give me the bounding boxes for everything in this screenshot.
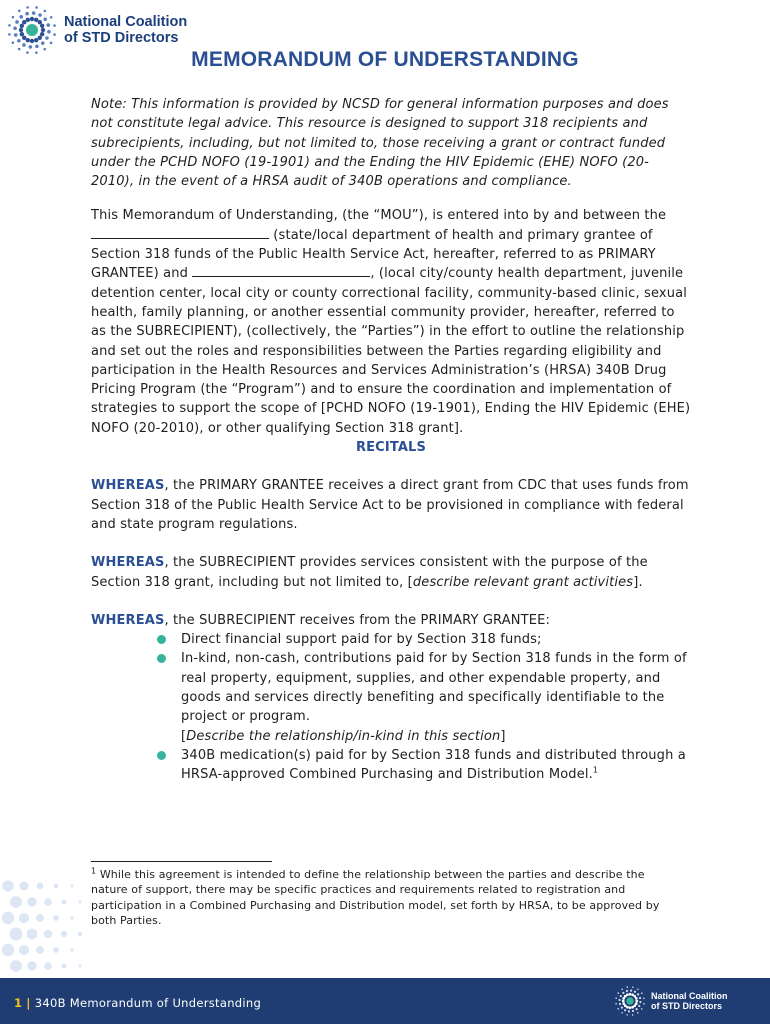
footnote-text: While this agreement is intended to define the relationship between the parties and describe the nature of support, there may be specific practices and requirements related to registration and participation in a Combined Purchasing and Distribution model, set forth by HRSA, to be approved by both Parties. [91, 868, 660, 927]
logo-dot [630, 989, 632, 991]
logo-dot [626, 986, 628, 988]
logo-dot [43, 17, 47, 21]
logo-dot [619, 1003, 621, 1005]
logo-dot [626, 993, 629, 996]
bullet-2-close: ] [500, 728, 506, 744]
logo-dot [20, 32, 24, 36]
logo-dot [629, 993, 632, 996]
bullet-3-text: 340B medication(s) paid for by Section 318 funds and distributed through a HRSA-approved Combined Purchasing and Distribution Model. [181, 747, 686, 783]
decor-dot [36, 946, 44, 954]
logo-dot [628, 1010, 630, 1012]
logo-line-2: of STD Directors [64, 30, 179, 46]
logo-dot [12, 41, 15, 44]
logo-dot [631, 1006, 634, 1009]
whereas-label: WHEREAS [91, 555, 165, 571]
list-item [157, 630, 691, 649]
logo-dot [38, 13, 42, 17]
decor-dot [78, 932, 82, 936]
logo-dot [12, 16, 15, 19]
logo-dot [632, 986, 634, 988]
decor-dot [71, 885, 74, 888]
footer-logo-mark-icon [614, 985, 646, 1017]
whereas-2-text: , the SUBRECIPIENT provides services consistent with the purpose of the Section 318 grant, including but not limited to, [ [91, 555, 648, 590]
whereas-3 [91, 611, 691, 630]
primary-grantee-blank[interactable] [91, 226, 269, 239]
logo-dot [624, 1009, 626, 1011]
logo-dot [18, 10, 21, 13]
whereas-2 [91, 553, 691, 592]
decor-dot [2, 912, 14, 924]
intro-paragraph [91, 206, 691, 438]
decor-dot [19, 913, 29, 923]
decor-dot [44, 898, 51, 905]
decor-dot [54, 884, 59, 889]
logo-dot [618, 999, 620, 1001]
logo-text [64, 14, 187, 46]
bullet-2-open: [ [181, 728, 187, 744]
logo-dot [46, 23, 50, 27]
decorative-dots [0, 878, 90, 978]
logo-dot [615, 997, 617, 999]
decor-dot [10, 960, 22, 972]
footnote-number: 1 [91, 866, 97, 876]
logo-dot [635, 997, 638, 1000]
decor-dot [20, 882, 29, 891]
logo-line-1: National Coalition [64, 14, 188, 30]
footer-separator: | [26, 996, 31, 1010]
logo-dot [615, 1003, 617, 1005]
logo-dot [634, 991, 636, 993]
whereas-3-list [157, 630, 691, 784]
logo-dot [50, 42, 53, 45]
decor-dot [70, 948, 74, 952]
logo-dot [626, 1014, 628, 1016]
logo-dot [15, 20, 19, 24]
page-number: 1 [14, 996, 23, 1010]
list-item [157, 649, 691, 745]
whereas-label: WHEREAS [91, 612, 165, 628]
logo-dot [637, 1012, 639, 1014]
logo-dot [643, 1003, 645, 1005]
intro-part-2: (state/local department of health and primary grantee of Section 318 funds of the Public Health Service Act, hereafter, referred to as PRIMARY GRANTEE) and [91, 227, 656, 282]
decor-dot [19, 945, 29, 955]
decor-dot [2, 880, 13, 891]
logo-dot [621, 1007, 623, 1009]
intro-part-1: This Memorandum of Understanding, (the “MOU”), is entered into by and between the [91, 208, 667, 224]
logo-dot [19, 28, 23, 32]
decor-dot [27, 961, 37, 971]
logo-dot [622, 1002, 625, 1005]
decor-dot [10, 928, 23, 941]
logo-dot [14, 33, 18, 37]
logo-dot [25, 12, 29, 16]
logo-dot [17, 39, 21, 43]
logo-dot [632, 1010, 634, 1012]
intro-part-3: , (local city/county health department, juvenile detention center, local city or county correctional facility, community-based clinic, sexual health, family planning, or another essential community provider, hereafter, referred to as the SUBRECIPIENT), (collectively, the “Parties”) in the effort to outline the relationship and set out the roles and responsibilities between the Parties regarding eligibility and participation in the Health Resources and Services Administration’s (HRSA) 340B Drug Pricing Program (the “Program”) and to ensure the coordination and implementation of strategies to support the scope of [PCHD NOFO (19-1901), Ending the HIV Epidemic (EHE) NOFO (20-2010), or other qualifying Section 318 grant]. [91, 266, 691, 436]
decor-dot [79, 901, 82, 904]
decor-dot [44, 930, 53, 939]
logo-dot [639, 1001, 641, 1003]
logo-dot [50, 16, 53, 19]
logo-center-dot [26, 24, 38, 36]
whereas-3-text: , the SUBRECIPIENT receives from the PRIMARY GRANTEE: [164, 612, 550, 628]
logo-dot [30, 39, 34, 43]
decor-dot [44, 962, 51, 969]
whereas-1 [91, 476, 691, 534]
whereas-label: WHEREAS [91, 478, 165, 494]
logo-dot [44, 10, 47, 13]
logo-dot [45, 36, 49, 40]
whereas-2-end: ]. [633, 574, 643, 590]
decor-dot [61, 931, 67, 937]
footer-logo-line-1: National Coalition [651, 991, 728, 1001]
recitals-heading: RECITALS [355, 440, 427, 456]
logo-dot [621, 988, 623, 990]
logo-dot [19, 15, 23, 19]
logo-dot [638, 1005, 640, 1007]
logo-dot [635, 1000, 638, 1003]
logo-dot [26, 6, 29, 9]
bullet-dot-icon [157, 751, 166, 760]
logo-dot [636, 1008, 638, 1010]
logo-dot [641, 992, 643, 994]
bullet-dot-icon [157, 635, 166, 644]
logo-dot [617, 1008, 619, 1010]
footnote [91, 867, 681, 928]
decor-dot [27, 897, 37, 907]
logo-dot [629, 1006, 632, 1009]
footer-page-label [14, 996, 261, 1010]
bullet-2-text: In-kind, non-cash, contributions paid for by Section 318 funds in the form of real property, equipment, supplies, and other expendable property, and goods and services directly benefiting and specifically identifiable to the project or program. [181, 651, 687, 725]
decor-dot [37, 883, 44, 890]
logo-dot [637, 993, 639, 995]
document-body [91, 95, 691, 785]
footnote-ref[interactable]: 1 [592, 765, 599, 775]
footer-logo-line-2: of STD Directors [651, 1001, 723, 1011]
logo-dot [53, 24, 56, 27]
logo-dot [13, 27, 17, 31]
bullet-dot-icon [157, 654, 166, 663]
logo-dot [8, 24, 11, 27]
list-item [157, 746, 691, 785]
logo-dot [637, 988, 639, 990]
decor-dot [27, 929, 38, 940]
logo-dot [626, 990, 628, 992]
logo-dot [41, 28, 45, 32]
bullet-1-text: Direct financial support paid for by Section 318 funds; [181, 632, 542, 648]
footer-doc-title: 340B Memorandum of Understanding [34, 996, 262, 1010]
logo-dot [641, 1008, 643, 1010]
decor-dot [70, 916, 74, 920]
logo-dot [621, 1012, 623, 1014]
footnote-divider [91, 861, 272, 862]
decor-dot [79, 965, 82, 968]
logo-dot [617, 992, 619, 994]
subrecipient-blank[interactable] [192, 264, 370, 277]
logo-dot [620, 995, 622, 997]
logo-dot [622, 1000, 625, 1003]
decor-dot [2, 944, 14, 956]
logo-dot [22, 43, 26, 47]
logo-dot [32, 11, 36, 15]
logo-dot [34, 38, 38, 42]
logo-dot [8, 33, 11, 36]
logo-dot [41, 41, 45, 45]
disclaimer-note: Note: This information is provided by NCSD for general information purposes and does not constitute legal advice. This resource is designed to support 318 recipients and subrecipients, including, but not limited to, those receiving a grant or contract funded under the PCHD NOFO (19-1901) and the Ending the HIV Epidemic (EHE) NOFO (20-2010), in the event of a HRSA audit of 340B operations and compliance. [91, 97, 669, 190]
decor-dot [36, 914, 44, 922]
logo-dot [632, 1014, 634, 1016]
logo-dot [47, 30, 51, 34]
logo-dot [639, 997, 641, 999]
decor-dot [61, 899, 66, 904]
page-footer [0, 978, 770, 1024]
decor-dot [53, 915, 59, 921]
logo-dot [40, 24, 44, 28]
logo-dot [26, 18, 30, 22]
logo-center-dot [626, 997, 633, 1004]
footer-logo [614, 985, 728, 1017]
whereas-2-italic: describe relevant grant activities [412, 574, 634, 590]
logo-dot [53, 33, 56, 36]
footer-logo-text [651, 991, 728, 1011]
logo-dot [30, 17, 34, 21]
decor-dot [10, 896, 22, 908]
page-title: MEMORANDUM OF UNDERSTANDING [191, 48, 579, 71]
logo-dot [643, 997, 645, 999]
logo-dot [35, 6, 38, 9]
bullet-2-italic: Describe the relationship/in-kind in this section [186, 728, 501, 744]
decor-dot [53, 947, 59, 953]
logo-dot [622, 992, 624, 994]
whereas-1-text: , the PRIMARY GRANTEE receives a direct grant from CDC that uses funds from Section 318 of the Public Health Service Act to be provisioned in compliance with federal and state program regulations. [91, 478, 689, 532]
decor-dot [61, 963, 66, 968]
